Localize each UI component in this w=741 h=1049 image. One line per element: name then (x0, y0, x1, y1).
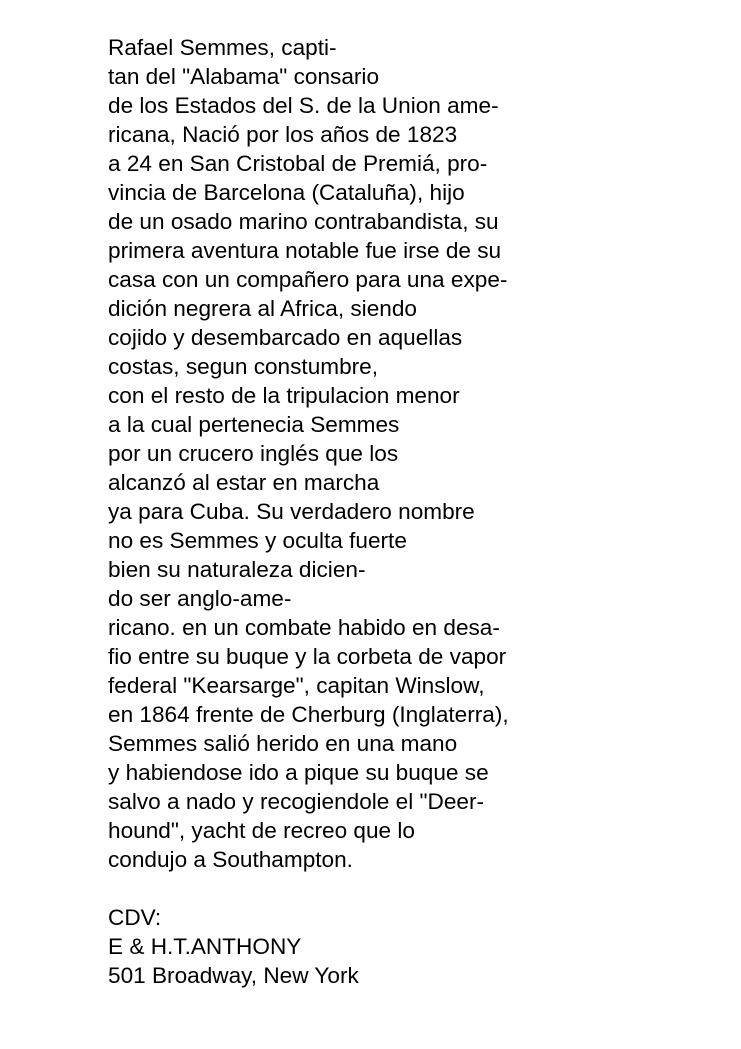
text-line: fio entre su buque y la corbeta de vapor (108, 644, 507, 669)
text-line: salvo a nado y recogiendole el "Deer- (108, 789, 485, 814)
text-line: ricana, Nació por los años de 1823 (108, 122, 458, 147)
text-line: federal "Kearsarge", capitan Winslow, (108, 673, 485, 698)
text-line: ya para Cuba. Su verdadero nombre (108, 499, 475, 524)
text-line: con el resto de la tripulacion menor (108, 383, 460, 408)
text-line: hound", yacht de recreo que lo (108, 818, 415, 843)
text-line: Rafael Semmes, capti- (108, 35, 337, 60)
text-line: dición negrera al Africa, siendo (108, 296, 417, 321)
text-line: condujo a Southampton. (108, 847, 353, 872)
photographer-address: 501 Broadway, New York (108, 963, 359, 988)
text-line: do ser anglo-ame- (108, 586, 292, 611)
text-line: ricano. en un combate habido en desa- (108, 615, 500, 640)
biography-paragraph (108, 33, 728, 874)
text-line: casa con un compañero para una expe- (108, 267, 508, 292)
credit-label: CDV: (108, 905, 162, 930)
text-line: vincia de Barcelona (Cataluña), hijo (108, 180, 465, 205)
text-line: y habiendose ido a pique su buque se (108, 760, 489, 785)
text-line: tan del "Alabama" consario (108, 64, 380, 89)
photographer-name: E & H.T.ANTHONY (108, 934, 302, 959)
text-line: Semmes salió herido en una mano (108, 731, 458, 756)
text-line: a 24 en San Cristobal de Premiá, pro- (108, 151, 488, 176)
text-line: costas, segun constumbre, (108, 354, 379, 379)
text-line: no es Semmes y oculta fuerte (108, 528, 407, 553)
photo-credit (108, 903, 728, 990)
text-line: por un crucero inglés que los (108, 441, 399, 466)
paragraph-gap (108, 874, 728, 903)
text-line: alcanzó al estar en marcha (108, 470, 380, 495)
text-line: de los Estados del S. de la Union ame- (108, 93, 499, 118)
text-line: de un osado marino contrabandista, su (108, 209, 499, 234)
text-line: primera aventura notable fue irse de su (108, 238, 502, 263)
text-line: bien su naturaleza dicien- (108, 557, 366, 582)
text-line: a la cual pertenecia Semmes (108, 412, 400, 437)
text-line: cojido y desembarcado en aquellas (108, 325, 463, 350)
text-line: en 1864 frente de Cherburg (Inglaterra), (108, 702, 509, 727)
document-text (108, 33, 728, 990)
